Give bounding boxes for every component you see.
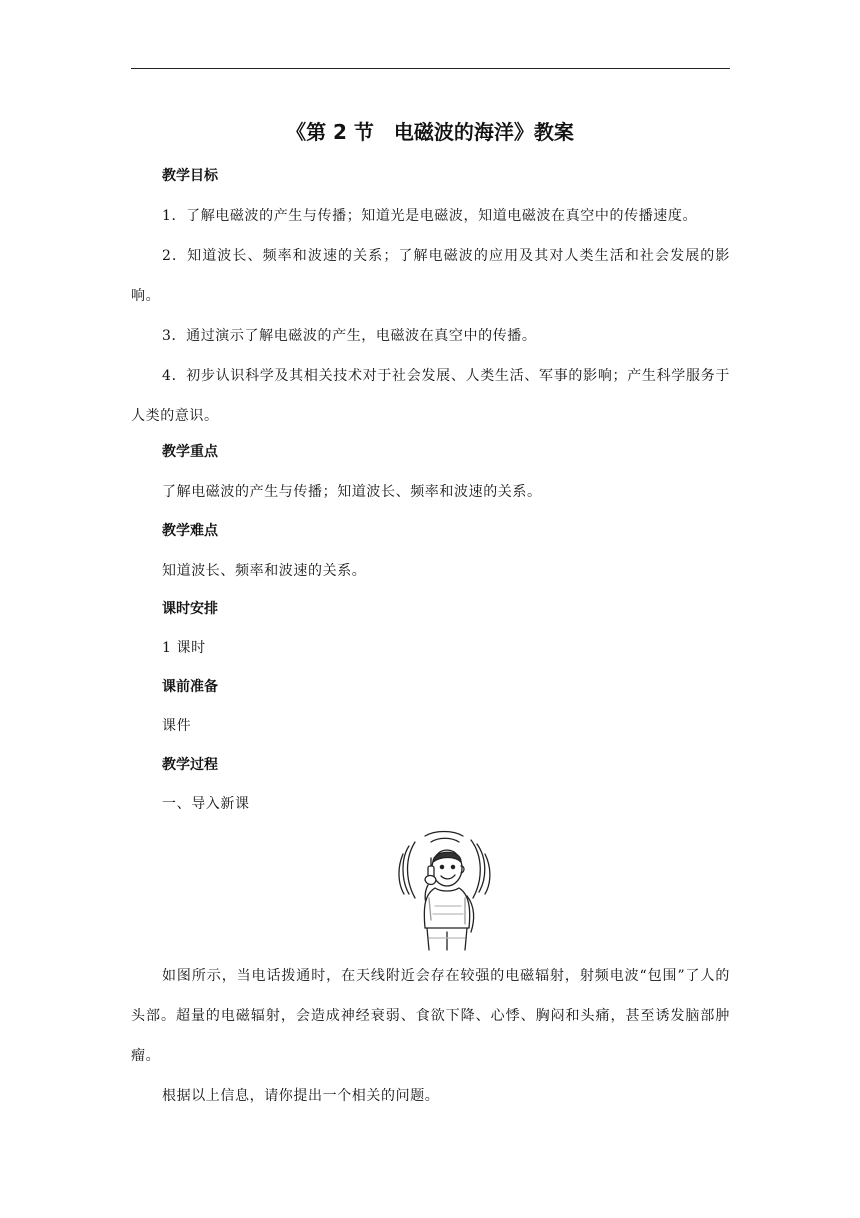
process-paragraph-1: 如图所示，当电话拨通时，在天线附近会存在较强的电磁辐射，射频电波“包围”了人的头部。超量的电磁辐射，会造成神经衰弱、食欲下降、心悸、胸闷和头痛，甚至诱发脑部肿瘤。 xyxy=(131,968,730,1064)
header-rule xyxy=(131,68,730,69)
heading-schedule: 课时安排 xyxy=(162,601,218,617)
person-on-phone-icon xyxy=(395,828,495,952)
goal-item-3: 3．通过演示了解电磁波的产生，电磁波在真空中的传播。 xyxy=(162,328,537,344)
page-title: 《第 2 节 电磁波的海洋》教案 xyxy=(286,120,574,144)
key-points-text: 了解电磁波的产生与传播；知道波长、频率和波速的关系。 xyxy=(162,484,542,500)
heading-difficulties: 教学难点 xyxy=(162,523,218,539)
heading-process: 教学过程 xyxy=(162,757,218,773)
heading-goals: 教学目标 xyxy=(162,168,218,184)
goal-item-2: 2．知道波长、频率和波速的关系；了解电磁波的应用及其对人类生活和社会发展的影响。 xyxy=(131,248,730,304)
difficulties-text: 知道波长、频率和波速的关系。 xyxy=(162,563,367,579)
heading-preparation: 课前准备 xyxy=(162,679,218,695)
goal-item-4: 4．初步认识科学及其相关技术对于社会发展、人类生活、军事的影响；产生科学服务于人类的意识。 xyxy=(131,368,730,424)
process-paragraph-2: 根据以上信息，请你提出一个相关的问题。 xyxy=(162,1088,440,1104)
heading-key-points: 教学重点 xyxy=(162,444,218,460)
schedule-text: 1 课时 xyxy=(162,640,206,656)
process-subheading: 一、导入新课 xyxy=(162,796,250,812)
goal-item-1: 1．了解电磁波的产生与传播；知道光是电磁波，知道电磁波在真空中的传播速度。 xyxy=(162,208,698,224)
preparation-text: 课件 xyxy=(162,718,192,734)
